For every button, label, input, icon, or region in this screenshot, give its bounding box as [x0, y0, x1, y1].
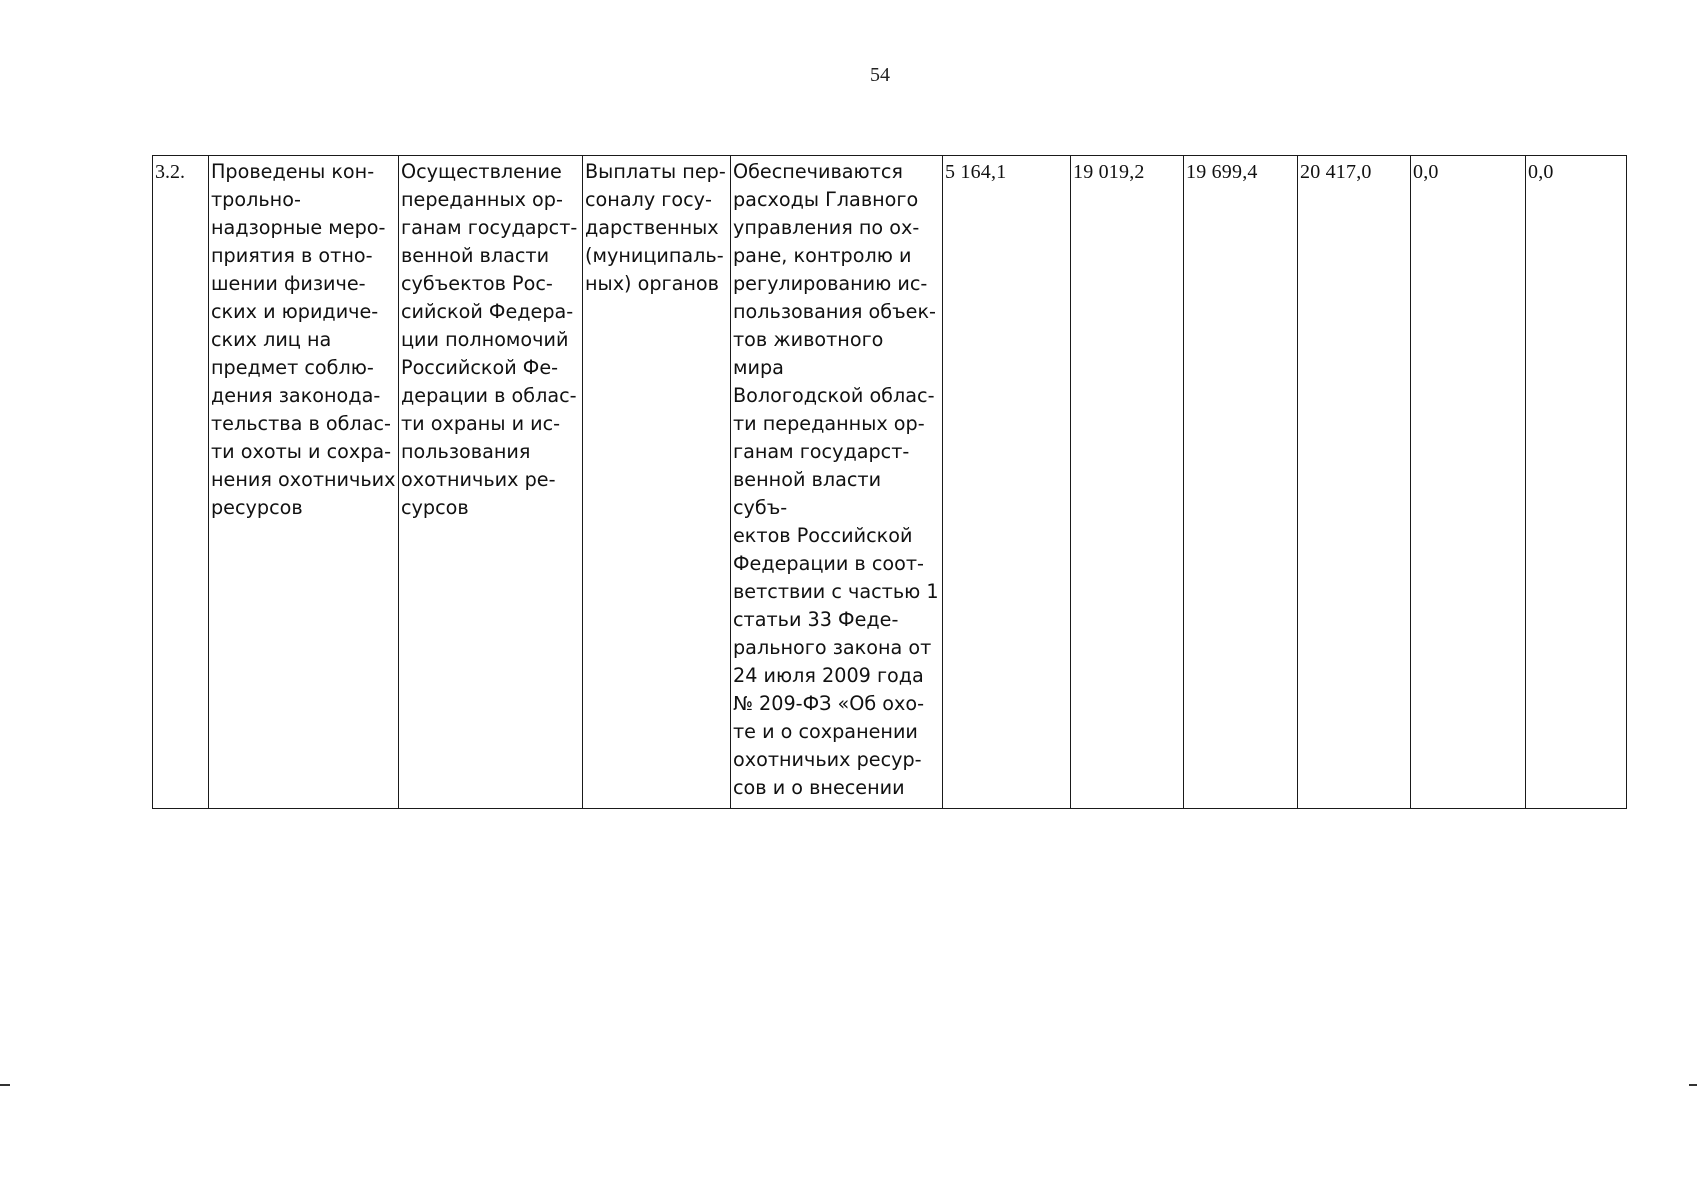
page-number: 54 — [870, 64, 890, 86]
expense-type-cell: Выплаты пер- соналу госу- дарственных (муниципаль- ных) органов — [583, 156, 731, 809]
activity-cell: Осуществление переданных ор- ганам государст- венной власти субъектов Рос- сийской Федера- ции полномочий Российской Фе- дерации в облас- ти охраны и ис- пользования охотничьих ре- сурсов — [399, 156, 583, 809]
value-cell-2: 19 019,2 — [1071, 156, 1184, 809]
row-index-cell: 3.2. — [153, 156, 209, 809]
result-cell: Проведены кон- трольно- надзорные меро- приятия в отно- шении физиче- ских и юридиче- ских лиц на предмет соблю- дения законода- тельства в облас- ти охоты и сохра- нения охотничьих ресурсов — [209, 156, 399, 809]
value-cell-3: 19 699,4 — [1184, 156, 1298, 809]
value-cell-5: 0,0 — [1411, 156, 1526, 809]
scan-mark-right — [1689, 1084, 1697, 1086]
table-row — [153, 156, 1627, 809]
description-cell: Обеспечиваются расходы Главного управления по ох- ране, контролю и регулированию ис- пользования объек- тов животного мира Вологодской облас- ти переданных ор- ганам государст- венной власти субъ- ектов Российской Федерации в соот- ветствии с частью 1 статьи 33 Феде- рального закона от 24 июля 2009 года № 209-ФЗ «Об охо- те и о сохранении охотничьих ресур- сов и о внесении — [731, 156, 943, 809]
budget-table — [152, 155, 1627, 809]
value-cell-4: 20 417,0 — [1298, 156, 1411, 809]
value-cell-6: 0,0 — [1526, 156, 1627, 809]
scan-mark-left — [0, 1084, 10, 1086]
value-cell-1: 5 164,1 — [943, 156, 1071, 809]
